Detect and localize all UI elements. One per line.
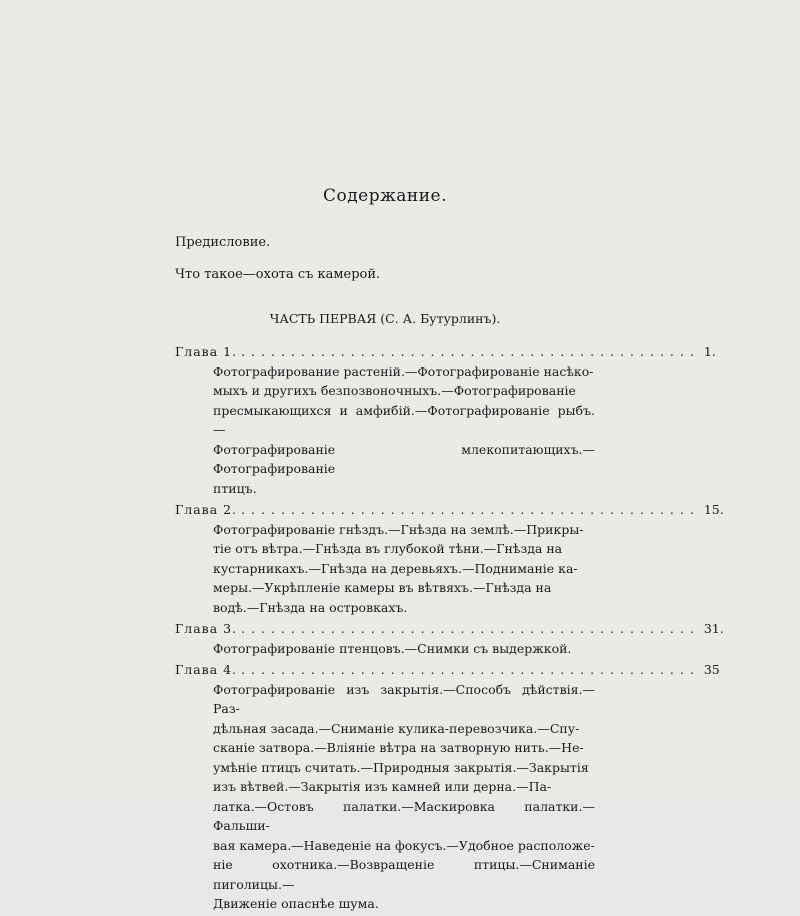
chapter-label: Глава 1. [175,344,238,359]
chapter-row [175,342,716,362]
chapter-description [175,362,595,499]
description-line: пресмыкающихся и амфибій.—Фотографированіе рыбъ.— [213,402,595,437]
description-line: птицъ. [213,480,257,496]
description-line: Фотографирование растеній.—Фотографированіе насѣко- [213,363,594,379]
description-line: Фотографированіе гнѣздъ.—Гнѣзда на землѣ.—Прикры- [213,521,584,537]
description-line: умѣніе птицъ считать.—Природныя закрытія.—Закрытія [213,759,589,775]
description-line: водѣ.—Гнѣзда на островкахъ. [213,599,408,615]
chapter-row [175,660,720,680]
chapter-entry [175,500,724,617]
preface-entry: Предисловие. [175,234,271,250]
page-title: Содержание. [322,186,448,206]
description-line: Фотографированіе птенцовъ.—Снимки съ выдержкой. [213,640,572,656]
description-line: мыхъ и другихъ безпозвоночныхъ.—Фотографированіе [213,383,576,398]
description-line: ніе охотника.—Возвращеніе птицы.—Сниманіе пиголицы.— [213,857,595,892]
chapter-page: 31. [703,621,724,636]
chapter-label: Глава 2. [175,502,238,517]
description-line: тіе отъ вѣтра.—Гнѣзда въ глубокой тѣни.—Гнѣзда на [213,541,563,556]
description-line: меры.—Укрѣпленіе камеры въ вѣтвяхъ.—Гнѣзда на [213,580,552,595]
description-line: латка.—Остовъ палатки.—Маскировка палатки.—Фальши- [213,798,595,833]
description-line: сканіе затвора.—Вліяніе вѣтра на затворную нить.—Не- [213,740,584,755]
chapter-page: 15. [703,502,724,517]
chapter-page: 1. [703,344,716,359]
intro-entry: Что такое—охота съ камерой. [175,267,381,282]
leader-dots: .............................................. [241,662,700,677]
description-line: Фотографированіе изъ закрытія.—Способъ дѣйствія.—Раз- [213,681,595,716]
leader-dots: .............................................. [241,502,700,517]
part-heading: ЧАСТЬ ПЕРВАЯ (С. А. Бутурлинъ). [269,310,501,326]
chapter-description [175,680,595,914]
chapter-row [175,500,724,520]
chapter-entry [175,342,716,498]
chapter-label: Глава 4. [175,662,238,677]
chapter-label: Глава 3. [175,621,238,636]
leader-dots: .............................................. [241,621,700,636]
description-line: вая камера.—Наведеніе на фокусъ.—Удобное расположе- [213,837,595,853]
chapter-description [175,520,595,618]
chapter-page: 35 [703,662,720,677]
description-line: изъ вѣтвей.—Закрытія изъ камней или дерна.—Па- [213,779,552,794]
chapter-row [175,619,724,639]
description-line: дѣльная засада.—Сниманіе кулика-перевозчика.—Спу- [213,720,580,736]
leader-dots: .............................................. [241,344,700,359]
chapter-entry [175,619,724,658]
description-line: Фотографированіе млекопитающихъ.—Фотографированіе [213,441,595,476]
description-line: Движеніе опаснѣе шума. [213,896,379,911]
table-of-contents [175,175,724,916]
description-line: кустарникахъ.—Гнѣзда на деревьяхъ.—Подниманіе ка- [213,560,578,576]
chapter-entry [175,660,720,914]
chapter-description [175,639,595,659]
